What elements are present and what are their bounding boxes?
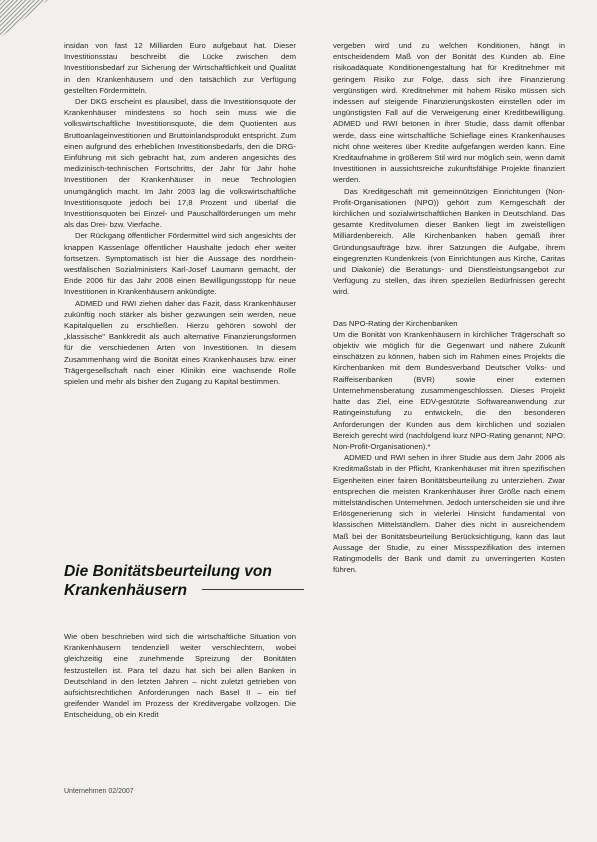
spacer	[333, 298, 565, 318]
subheading: Das NPO-Rating der Kirchenbanken	[333, 318, 458, 328]
heading-rule	[202, 589, 304, 590]
paragraph: Wie oben beschrieben wird sich die wirtschaftliche Situation von Krankenhäusern tendenziell weiter verschlechtern, wobei gleichzeitig eine zunehmende Spreizung der Bonitäten festzustellen ist. Para tel dazu hat sich bei allen Banken in Deutschland in den letzten Jahren – nicht zuletzt getrieben von aufsichtsrechtlichen Anforderungen nach Basel II – ein tief greifender Wandel im Prozess der Kreditvergabe vollzogen. Die Entscheidung, ob ein Kredit	[64, 632, 296, 720]
paragraph: vergeben wird und zu welchen Konditionen, hängt in entscheidendem Maß von der Bonität des Kunden ab. Eine risikoadäquate Konditionengestaltung hat für Kreditnehmer mit geringem Risiko zur Folge, dass sich ihre Finanzierung vergünstigen wird. Kreditnehmer mit hohem Risiko müssen sich indessen auf steigende Finanzierungskosten einstellen oder im ungünstigsten Fall auf die Verweigerung einer Kreditbewilligung. ADMED und RWI betonen in ihrer Studie, dass damit offenbar werde, dass eine wirtschaftliche Schieflage eines Krankenhauses nicht ohne weiteres über Kredite aufgefangen werden kann. Eine Kreditaufnahme in größerem Stil wird nur möglich sein, wenn damit Investitionen in aussichtsreiche zukunftsfähige Projekte finanziert werden.	[333, 41, 565, 185]
paragraph: ADMED und RWI sehen in ihrer Studie aus dem Jahr 2006 als Kreditmaßstab in der Pflicht, Krankenhäuser mit ihren spezifischen Eigenheiten einer fairen Bonitätsbeurteilung zu unterziehen. Zwar entsprechen die meisten Krankenhäuser ihrer Größe nach einem mittelständischen Unternehmen. Jedoch unterscheiden sie und ihre Erlösgenerierung sich in vielerlei Hinsicht fundamental von klassischen Mittelständlern. Daher dies nicht in ausreichendem Maß bei der Bonitätsbeurteilung Berücksichtigung, kann das laut Aussage der Studie, zu einer Missspezifikation des internen Ratingmodells der Bank und damit zu unverringerten Kosten führen.	[333, 453, 565, 575]
right-column	[333, 40, 565, 575]
paragraph: Das Kreditgeschäft mit gemeinnützigen Einrichtungen (Non-Profit-Organisationen (NPO)) gehört zum Kerngeschäft der kirchlichen und sozialwirtschaftlichen Banken in Deutschland. Das gesamte Kreditvolumen dieser Banken liegt im zweistelligen Milliardenbereich. Alle Kirchenbanken haben gemäß ihrer Gründungsaufträge bzw. ihrer Satzungen die Aufgabe, ihrem eingegrenzten Kundenkreis (von Einrichtungen aus Kirche, Caritas und Diakonie) die Beratungs- und Dienstleistungsangebot zur Verfügung zu stellen, das ihren speziellen Bedürfnissen gerecht wird.	[333, 186, 565, 297]
footer-text: Unternehmen 02/2007	[64, 788, 134, 795]
left-column-lower	[64, 631, 296, 721]
paragraph: Um die Bonität von Krankenhäusern in kirchlicher Trägerschaft so objektiv wie möglich für die Gegenwart und nähere Zukunft einschätzen zu können, haben sich im Rahmen eines Projekts die Kirchenbanken mit dem Bundesverband Deutscher Volks- und Raiffeisenbanken (BVR) sowie einer externen Unternehmensberatung zusammengeschlossen. Dieses Projekt hatte das Ziel, eine EDV-gestützte Softwareanwendung zur Ratingeinstufung zu entwickeln, die den besonderen Anforderungen der Kunden aus dem kirchlichen und sozialen Bereich gerecht wird (nachfolgend kurz NPO-Rating genannt; NPO: Non-Profit-Organisationen).*	[333, 329, 565, 451]
paragraph: Der DKG erscheint es plausibel, dass die Investitionsquote der Krankenhäuser mindestens so hoch sein muss wie die volkswirtschaftliche Investitionsquote, die dem Quotienten aus Bruttoanlageinvestitionen und Bruttoinlandsprodukt entspricht. Zum einen aufgrund des erheblichen Investitionsbedarfs, den die DRG-Einführung mit sich gebracht hat, zum anderen angesichts des medizinisch-technischen Fortschritts, der Jahr für Jahr hohe Investitionen der Krankenhäuser in neue Technologien unumgänglich macht. Im Jahr 2003 lag die volkswirtschaftliche Investitionsquote jedoch bei 17,8 Prozent und überlaf die Investitionsquoten bei Einzel- und Pauschalförderungen um mehr als das Drei- bzw. Vierfache.	[64, 97, 296, 230]
paragraph: Der Rückgang öffentlicher Fördermittel wird sich angesichts der knappen Kassenlage öffentlicher Haushalte jedoch eher weiter fortsetzen. Symptomatisch ist hier die Aussage des nordrhein-westfälischen Sozialministers Karl-Josef Laumann gemacht, der Ende 2006 für das Jahr 2008 einen Bewilligungsstopp für neue Investitionen in Krankenhäusern ankündigte.	[64, 231, 296, 297]
scan-corner-mark	[0, 0, 48, 38]
paragraph: insidan von fast 12 Milliarden Euro aufgebaut hat. Dieser Investitionsstau beschreibt die Lücke zwischen dem Investitionsbedarf zur Sicherung der Wirtschaftlichkeit und Qualität in den Krankenhäusern und den tatsächlich zur Verfügung gestellten Fördermitteln.	[64, 41, 296, 95]
section-heading: Die Bonitätsbeurteilung von Krankenhäusern	[64, 563, 272, 599]
left-column-upper	[64, 40, 296, 387]
paragraph: ADMED und RWI ziehen daher das Fazit, dass Krankenhäuser zukünftig noch stärker als bisher gezwungen sein werden, neue Kapitalquellen zu erschließen. Hierzu gehören sowohl der „klassische" Bankkredit als auch alternative Finanzierungsformen für die verschiedenen Arten von Investitionen. In diesem Zusammenhang wird die Bonität eines Krankenhauses bzw. einer Trägergesellschaft nach einer Klinikin eine wachsende Rolle spielen und mehr als bisher den Zugang zu Kapital bestimmen.	[64, 298, 296, 387]
